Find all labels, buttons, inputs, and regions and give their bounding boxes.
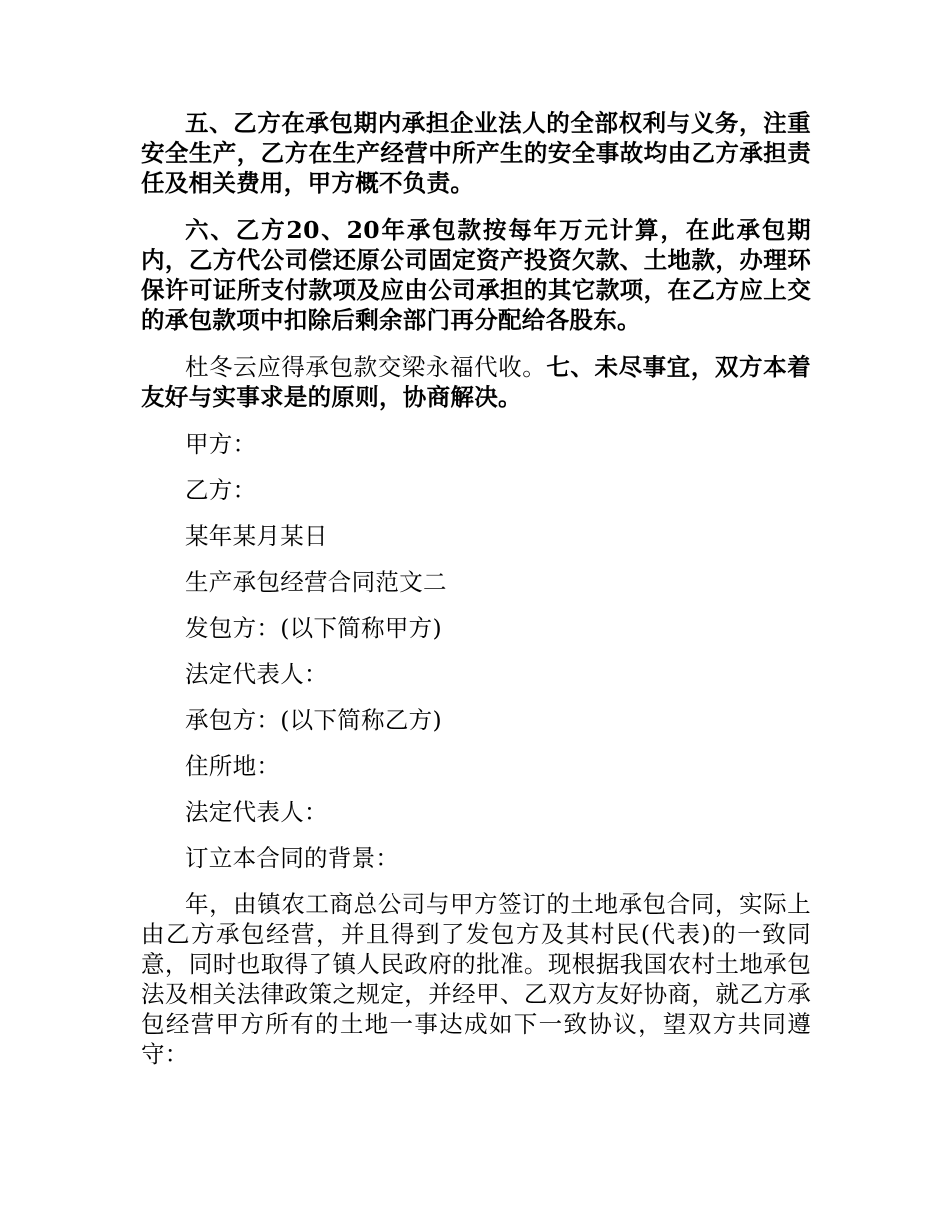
background-paragraph: 年，由镇农工商总公司与甲方签订的土地承包合同，实际上由乙方承包经营，并且得到了发包方及其村民(代表)的一致同意，同时也取得了镇人民政府的批准。现根据我国农村土地承包法及相关法律政策之规定，并经甲、乙双方友好协商，就乙方承包经营甲方所有的土地一事达成如下一致协议，望双方共同遵守： [141,890,811,1068]
signing-date: 某年某月某日 [185,522,328,550]
legal-representative-label-2: 法定代表人： [185,798,328,826]
document-page [141,108,811,1086]
contractee-label: 承包方：(以下简称乙方) [185,706,442,734]
party-a-label: 甲方： [185,430,257,458]
clause-six: 六、乙方20、20年承包款按每年万元计算，在此承包期内，乙方代公司偿还原公司固定资产投资欠款、土地款，办理环保许可证所支付款项及应由公司承担的其它款项，在乙方应上交的承包款项中扣除后剩余部门再分配给各股东。 [141,216,811,334]
party-b-label: 乙方： [185,476,257,504]
clause-seven-text: 七、未尽事宜，双方本着友好与实事求是的原则，协商解决。 [141,353,811,411]
background-label: 订立本合同的背景： [185,844,400,872]
contractor-label: 发包方：(以下简称甲方) [185,614,442,642]
clause-seven-note: 杜冬云应得承包款交梁永福代收。 [185,353,547,381]
sample-title: 生产承包经营合同范文二 [185,568,447,596]
address-label: 住所地： [185,752,281,780]
clause-five: 五、乙方在承包期内承担企业法人的全部权利与义务，注重安全生产，乙方在生产经营中所产生的安全事故均由乙方承担责任及相关费用，甲方概不负责。 [141,109,811,197]
legal-representative-label: 法定代表人： [185,660,328,688]
clause-seven [141,352,811,412]
